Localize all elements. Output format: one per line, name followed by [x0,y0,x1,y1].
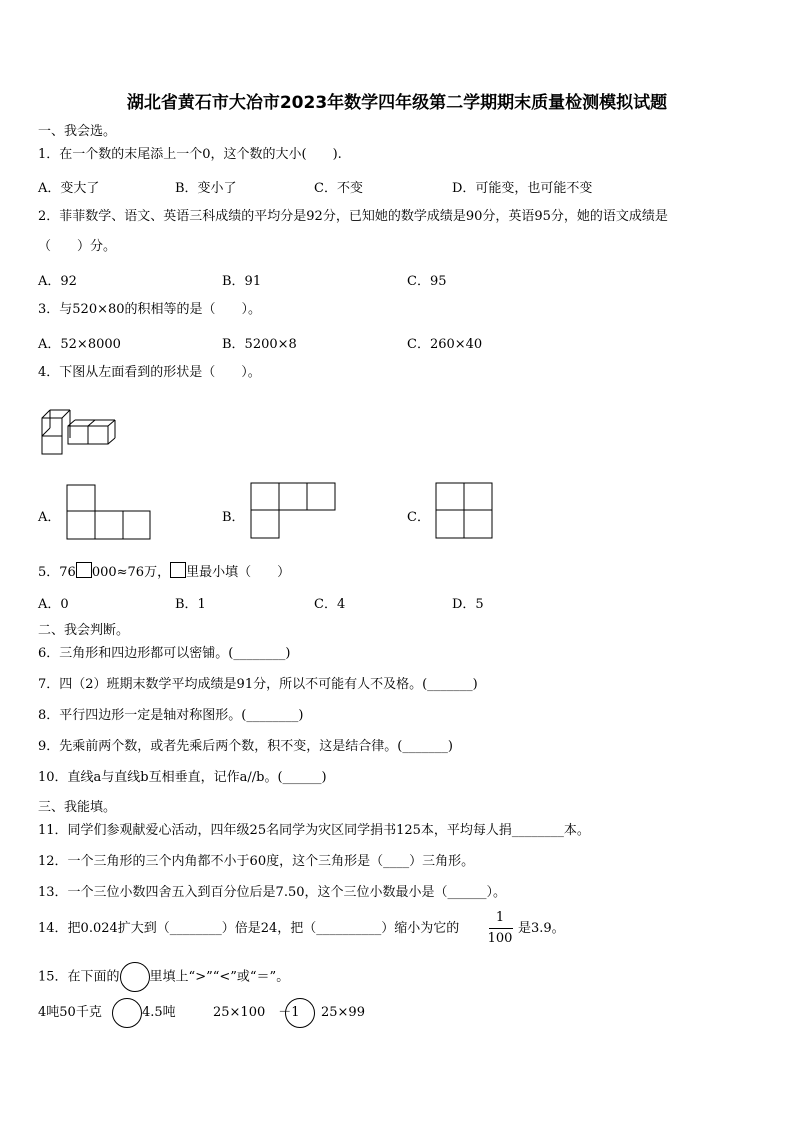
page-title: 湖北省黄石市大冶市2023年数学四年级第二学期期末质量检测模拟试题 [126,93,668,113]
question-3: 3．与520×80的积相等的是（ ）。 [38,302,262,317]
question-6: 6．三角形和四边形都可以密铺。(________) [38,646,291,661]
compare-expression-1-left: 4吨50千克 [38,1005,102,1020]
answer-circle [120,962,150,992]
question-2-line-2: （ ）分。 [38,239,117,254]
question-1: 1．在一个数的末尾添上一个0，这个数的大小( ). [38,147,342,162]
question-10: 10．直线a与直线b互相垂直，记作a//b。(______) [38,770,327,785]
compare-expression-1-right: 4.5吨 [142,1005,176,1020]
compare-expression-2-right: 25×99 [321,1005,365,1020]
q2-option-b: B．91 [222,274,262,289]
q1-option-d: D．可能变，也可能不变 [452,181,593,196]
question-4: 4．下图从左面看到的形状是（ ）。 [38,365,261,380]
q4-option-b-figure [250,482,338,540]
answer-circle-1[interactable] [112,998,142,1028]
q2-option-c: C．95 [407,274,447,289]
q5-option-a: A．0 [38,597,69,612]
q4-option-c-figure [435,482,495,540]
q3-option-c: C．260×40 [407,337,483,352]
question-7: 7．四（2）班期末数学平均成绩是91分，所以不可能有人不及格。(_______) [38,677,478,692]
question-12: 12．一个三角形的三个内角都不小于60度，这个三角形是（____）三角形。 [38,854,475,869]
answer-circle-2[interactable] [285,998,315,1028]
q1-option-b: B．变小了 [175,181,237,196]
q4-option-a-label: A． [38,510,61,525]
q1-option-c: C．不变 [314,181,363,196]
fraction-numerator: 1 [495,910,505,925]
cube-figure [40,398,116,458]
q4-option-c-label: C． [407,510,430,525]
question-11: 11．同学们参观献爱心活动，四年级25名同学为灾区同学捐书125本，平均每人捐________本。 [38,823,590,838]
fraction-bar [489,928,513,929]
question-2-line-1: 2．菲菲数学、语文、英语三科成绩的平均分是92分，已知她的数学成绩是90分，英语95分，她的语文成绩是 [38,209,668,224]
q1-option-a: A．变大了 [38,181,100,196]
q3-option-a: A．52×8000 [38,337,121,352]
q2-option-a: A．92 [38,274,77,289]
question-9: 9．先乘前两个数，或者先乘后两个数，积不变，这是结合律。(_______) [38,739,453,754]
q5-option-d: D．5 [452,597,484,612]
question-8: 8．平行四边形一定是轴对称图形。(________) [38,708,304,723]
section-heading-2: 二、我会判断。 [38,623,130,638]
blank-box [170,562,186,578]
fraction-denominator: 100 [487,931,513,946]
question-14-post: 是3.9。 [518,921,565,936]
q5-option-c: C．4 [314,597,346,612]
q5-option-b: B．1 [175,597,206,612]
question-5: 5．76 000≈76万， 里最小填（ ） [38,562,290,582]
q4-option-a-figure [66,484,152,542]
question-13: 13．一个三位小数四舍五入到百分位后是7.50，这个三位小数最小是（______）。 [38,885,506,900]
q3-option-b: B．5200×8 [222,337,297,352]
section-heading-1: 一、我会选。 [38,124,117,139]
question-15: 15．在下面的 里填上“>”“<”或“＝”。 [38,962,289,992]
compare-expression-2-left: 25×100 －1 [213,1005,300,1020]
section-heading-3: 三、我能填。 [38,800,117,815]
q4-option-b-label: B． [222,510,245,525]
blank-box [76,562,92,578]
question-14-pre: 14．把0.024扩大到（________）倍是24，把（__________）缩小为它的 [38,921,460,936]
